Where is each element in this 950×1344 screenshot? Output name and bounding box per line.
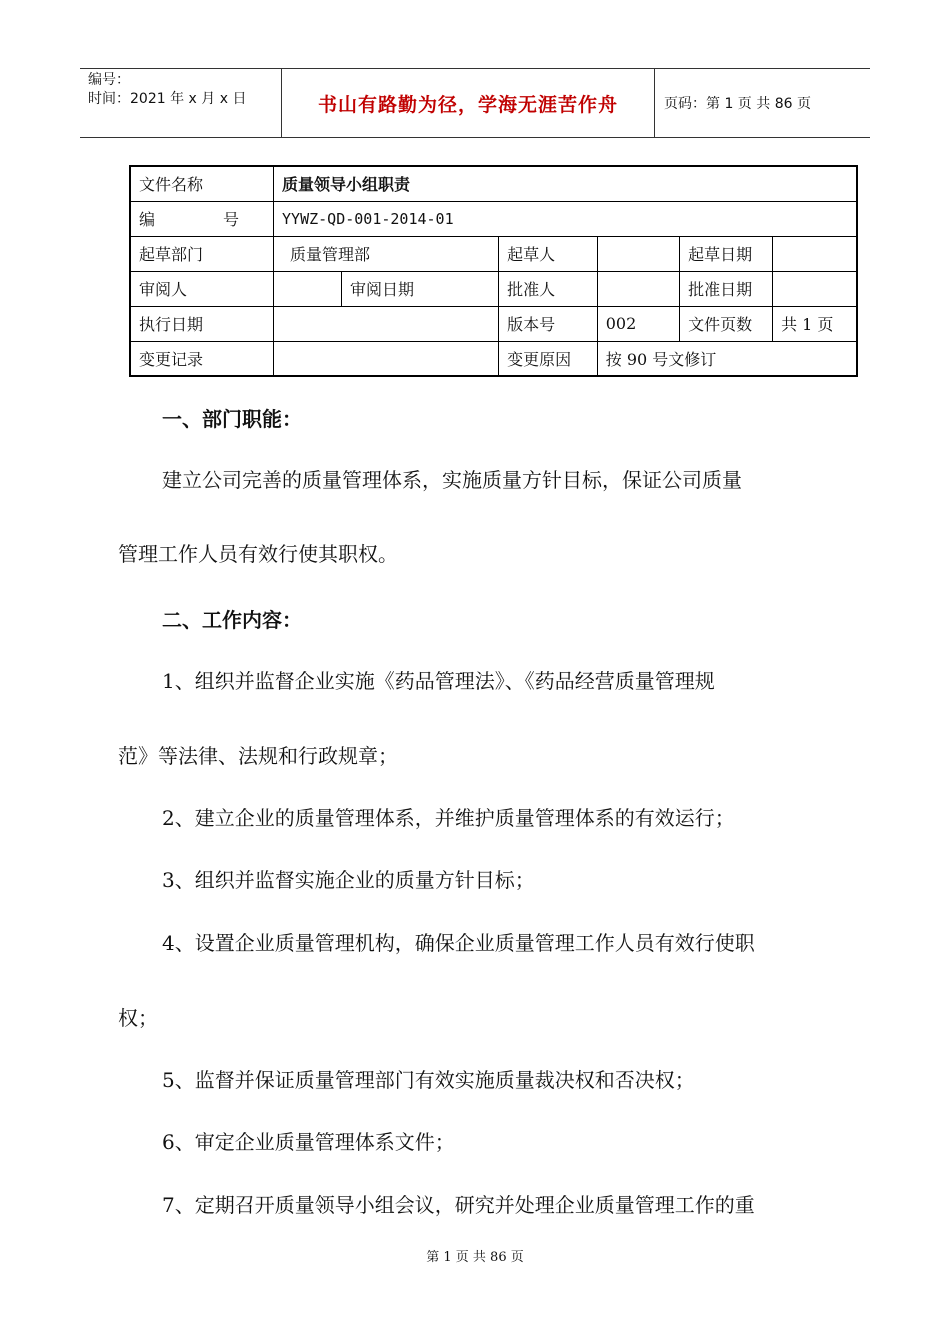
change-record-label: 变更记录 (130, 341, 274, 376)
table-row (130, 271, 857, 306)
change-record-value (274, 341, 499, 376)
list-item-continuation: 范》等法律、法规和行政规章； (118, 744, 398, 768)
number-value: YYWZ-QD-001-2014-01 (274, 201, 857, 236)
exec-date-value (274, 306, 499, 341)
draft-date-value (773, 236, 857, 271)
drafter-value (597, 236, 679, 271)
reviewer-label: 审阅人 (130, 271, 274, 306)
file-name-value: 质量领导小组职责 (274, 166, 857, 201)
document-info-table (129, 165, 858, 377)
approver-value (597, 271, 679, 306)
paragraph: 建立公司完善的质量管理体系，实施质量方针目标，保证公司质量 (162, 468, 742, 492)
draft-dept-value: 质量管理部 (274, 236, 499, 271)
paragraph: 管理工作人员有效行使其职权。 (118, 542, 398, 566)
table-row (130, 236, 857, 271)
pages-value: 共 1 页 (773, 306, 857, 341)
table-row (130, 201, 857, 236)
draft-date-label: 起草日期 (680, 236, 773, 271)
change-reason-value: 按 90 号文修订 (597, 341, 857, 376)
reviewer-value (274, 271, 342, 306)
number-label: 编 号 (130, 201, 274, 236)
file-name-label: 文件名称 (130, 166, 274, 201)
list-item-continuation: 权； (118, 1006, 158, 1030)
page-header (80, 68, 870, 138)
number-label: 编号： (88, 72, 130, 88)
version-label: 版本号 (499, 306, 598, 341)
table-row (130, 341, 857, 376)
exec-date-label: 执行日期 (130, 306, 274, 341)
header-page-info: 页码：第 1 页 共 86 页 (664, 96, 811, 112)
list-item: 7、定期召开质量领导小组会议，研究并处理企业质量管理工作的重 (162, 1193, 755, 1217)
header-meta (80, 69, 282, 137)
pages-label: 文件页数 (680, 306, 773, 341)
list-item: 6、审定企业质量管理体系文件； (162, 1130, 455, 1154)
header-motto: 书山有路勤为径，学海无涯苦作舟 (282, 69, 655, 137)
draft-dept-label: 起草部门 (130, 236, 274, 271)
review-date-label: 审阅日期 (342, 271, 499, 306)
list-item: 2、建立企业的质量管理体系，并维护质量管理体系的有效运行； (162, 806, 735, 830)
approve-date-value (773, 271, 857, 306)
table-row (130, 166, 857, 201)
list-item: 1、组织并监督企业实施《药品管理法》、《药品经营质量管理规 (162, 669, 715, 693)
change-reason-label: 变更原因 (499, 341, 598, 376)
table-row (130, 306, 857, 341)
list-item: 4、设置企业质量管理机构，确保企业质量管理工作人员有效行使职 (162, 931, 755, 955)
approve-date-label: 批准日期 (680, 271, 773, 306)
list-item: 3、组织并监督实施企业的质量方针目标； (162, 868, 535, 892)
section-heading-functions: 一、部门职能： (162, 407, 302, 431)
page-footer: 第 1 页 共 86 页 (426, 1250, 524, 1265)
section-heading-work: 二、工作内容： (162, 608, 302, 632)
time-label: 时间：2021 年 x 月 x 日 (88, 91, 247, 107)
version-value: 002 (597, 306, 679, 341)
drafter-label: 起草人 (499, 236, 598, 271)
approver-label: 批准人 (499, 271, 598, 306)
list-item: 5、监督并保证质量管理部门有效实施质量裁决权和否决权； (162, 1068, 695, 1092)
